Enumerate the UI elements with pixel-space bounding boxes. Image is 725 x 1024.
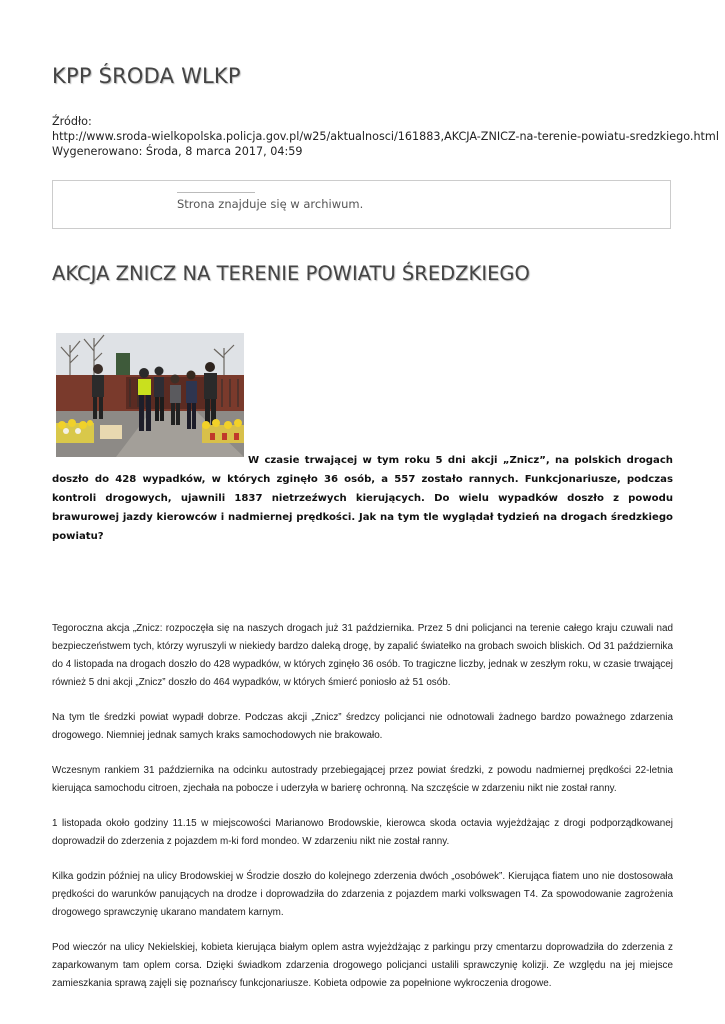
archive-divider	[177, 192, 255, 193]
archive-notice-box	[52, 180, 671, 229]
article-paragraph: Kilka godzin później na ulicy Brodowskiej w Środzie doszło do kolejnego zderzenia dwóch „osobówek”. Kierująca fiatem uno nie dostosowała prędkości do warunków panujących na drodze i doprowadziła do zdarzenia z pojazdem marki volkswagen T4. Za spowodowanie zagrożenia drogowego sprawczynię ukarano mandatem karnym.	[52, 871, 673, 918]
archive-notice: Strona znajduje się w archiwum.	[177, 197, 364, 211]
generated-date: Wygenerowano: Środa, 8 marca 2017, 04:59	[52, 145, 303, 158]
document-meta	[52, 114, 719, 159]
article-paragraph: Na tym tle średzki powiat wypadł dobrze. Podczas akcji „Znicz” średzcy policjanci nie odnotowali żadnego bardzo poważnego zdarzenia drogowego. Niemniej jednak samych kraks samochodowych nie brakowało.	[52, 712, 673, 741]
source-url[interactable]: http://www.sroda-wielkopolska.policja.gov.pl/w25/aktualnosci/161883,AKCJA-ZNICZ-na-terenie-powiatu-sredzkiego.html	[52, 130, 719, 143]
article-body	[52, 620, 673, 1010]
article-lead	[52, 451, 673, 546]
site-title: KPP ŚRODA WLKP	[52, 64, 241, 88]
article-title: AKCJA ZNICZ NA TERENIE POWIATU ŚREDZKIEGO	[52, 262, 530, 285]
article-photo	[56, 333, 244, 457]
article-paragraph: 1 listopada około godziny 11.15 w miejscowości Marianowo Brodowskie, kierowca skoda octavia wyjeżdżając z drogi podporządkowanej doprowadził do zderzenia z pojazdem m-ki ford mondeo. W zdarzeniu nikt nie został ranny.	[52, 818, 673, 847]
article-lead-text: W czasie trwającej w tym roku 5 dni akcji „Znicz”, na polskich drogach doszło do 428 wypadków, w których zginęło 36 osób, a 557 zostało rannych. Funkcjonariusze, podczas kontroli drogowych, ujawnili 1837 nietrzeźwych kierujących. Do wielu wypadków doszło z powodu brawurowej jazdy kierowców i nadmiernej prędkości. Jak na tym tle wyglądał tydzień na drogach średzkiego powiatu?	[52, 455, 673, 542]
article-paragraph: Wczesnym rankiem 31 października na odcinku autostrady przebiegającej przez powiat średzki, z powodu nadmiernej prędkości 22-letnia kierująca samochodu citroen, zjechała na pobocze i uderzyła w barierę ochronną. Na szczęście w zdarzeniu nikt nie został ranny.	[52, 765, 673, 794]
article-paragraph: Tegoroczna akcja „Znicz: rozpoczęła się na naszych drogach już 31 października. Przez 5 dni policjanci na terenie całego kraju czuwali nad bezpieczeństwem tych, którzy wyruszyli w niekiedy bardzo daleką drogę, by zapalić światełko na grobach swoich bliskich. Od 31 października do 4 listopada na drogach doszło do 428 wypadków, w których zginęło 36 osób. To tragiczne liczby, jednak w zeszłym roku, w czasie trwającej również 5 dni akcji „Znicz” doszło do 464 wypadków, w których śmierć poniosło aż 51 osób.	[52, 623, 673, 688]
source-label: Źródło:	[52, 115, 92, 128]
article-paragraph: Pod wieczór na ulicy Nekielskiej, kobieta kierująca białym oplem astra wyjeżdżając z parkingu przy cmentarzu doprowadziła do zderzenia z zaparkowanym tam oplem corsa. Dzięki świadkom zdarzenia drogowego policjanci ustalili sprawczynię kolizji. Ze względu na jej miejsce zamieszkania sprawą zajęli się poznańscy funkcjonariusze. Kobieta odpowie za popełnione wykroczenia drogowe.	[52, 942, 673, 989]
